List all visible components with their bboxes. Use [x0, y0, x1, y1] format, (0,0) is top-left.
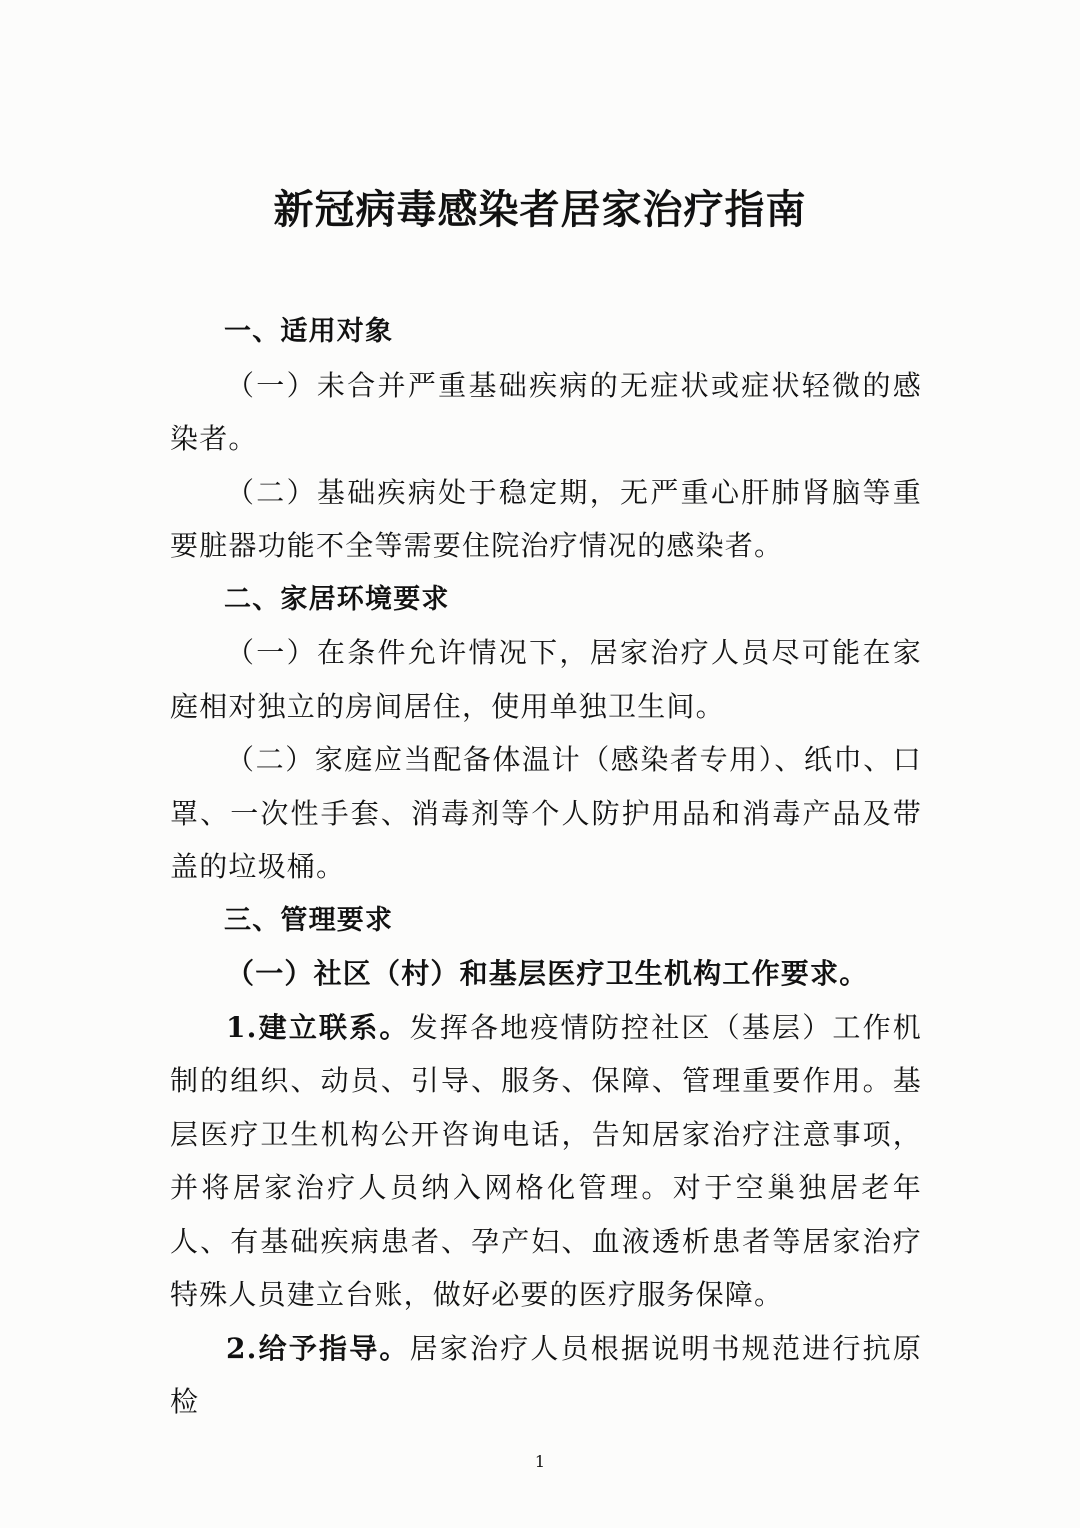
paragraph-applicable-2: （二）基础疾病处于稳定期，无严重心肝肺肾脑等重要脏器功能不全等需要住院治疗情况的感染者。 [170, 475, 922, 562]
document-body [170, 305, 922, 1429]
paragraph-environment-2: （二）家庭应当配备体温计（感染者专用）、纸巾、口罩、一次性手套、消毒剂等个人防护用品和消毒产品及带盖的垃圾桶。 [170, 743, 922, 883]
section-heading-management: 三、管理要求 [224, 904, 394, 936]
paragraph-management-point-2 [170, 1322, 922, 1429]
section-heading-applicable: 一、适用对象 [224, 316, 394, 347]
section-heading-environment: 二、家居环境要求 [224, 583, 450, 615]
paragraph-applicable-1: （一）未合并严重基础疾病的无症状或症状轻微的感染者。 [170, 368, 922, 455]
paragraph-management-point-1 [170, 1001, 922, 1322]
document-title: 新冠病毒感染者居家治疗指南 [273, 187, 807, 233]
point-2-lead: 2.给予指导。 [226, 1331, 410, 1365]
subsection-heading-community: （一）社区（村）和基层医疗卫生机构工作要求。 [226, 957, 869, 990]
point-1-text: 发挥各地疫情防控社区（基层）工作机制的组织、动员、引导、服务、保障、管理重要作用。基层医疗卫生机构公开咨询电话，告知居家治疗注意事项，并将居家治疗人员纳入网格化管理。对于空巢独居老年人、有基础疾病患者、孕产妇、血液透析患者等居家治疗特殊人员建立台账，做好必要的医疗服务保障。 [170, 1010, 922, 1311]
point-1-lead: 1.建立联系。 [226, 1010, 410, 1044]
paragraph-environment-1: （一）在条件允许情况下，居家治疗人员尽可能在家庭相对独立的房间居住，使用单独卫生间。 [170, 636, 922, 723]
page-number: 1 [534, 1452, 546, 1471]
point-2-text: 居家治疗人员根据说明书规范进行抗原检 [170, 1331, 922, 1418]
